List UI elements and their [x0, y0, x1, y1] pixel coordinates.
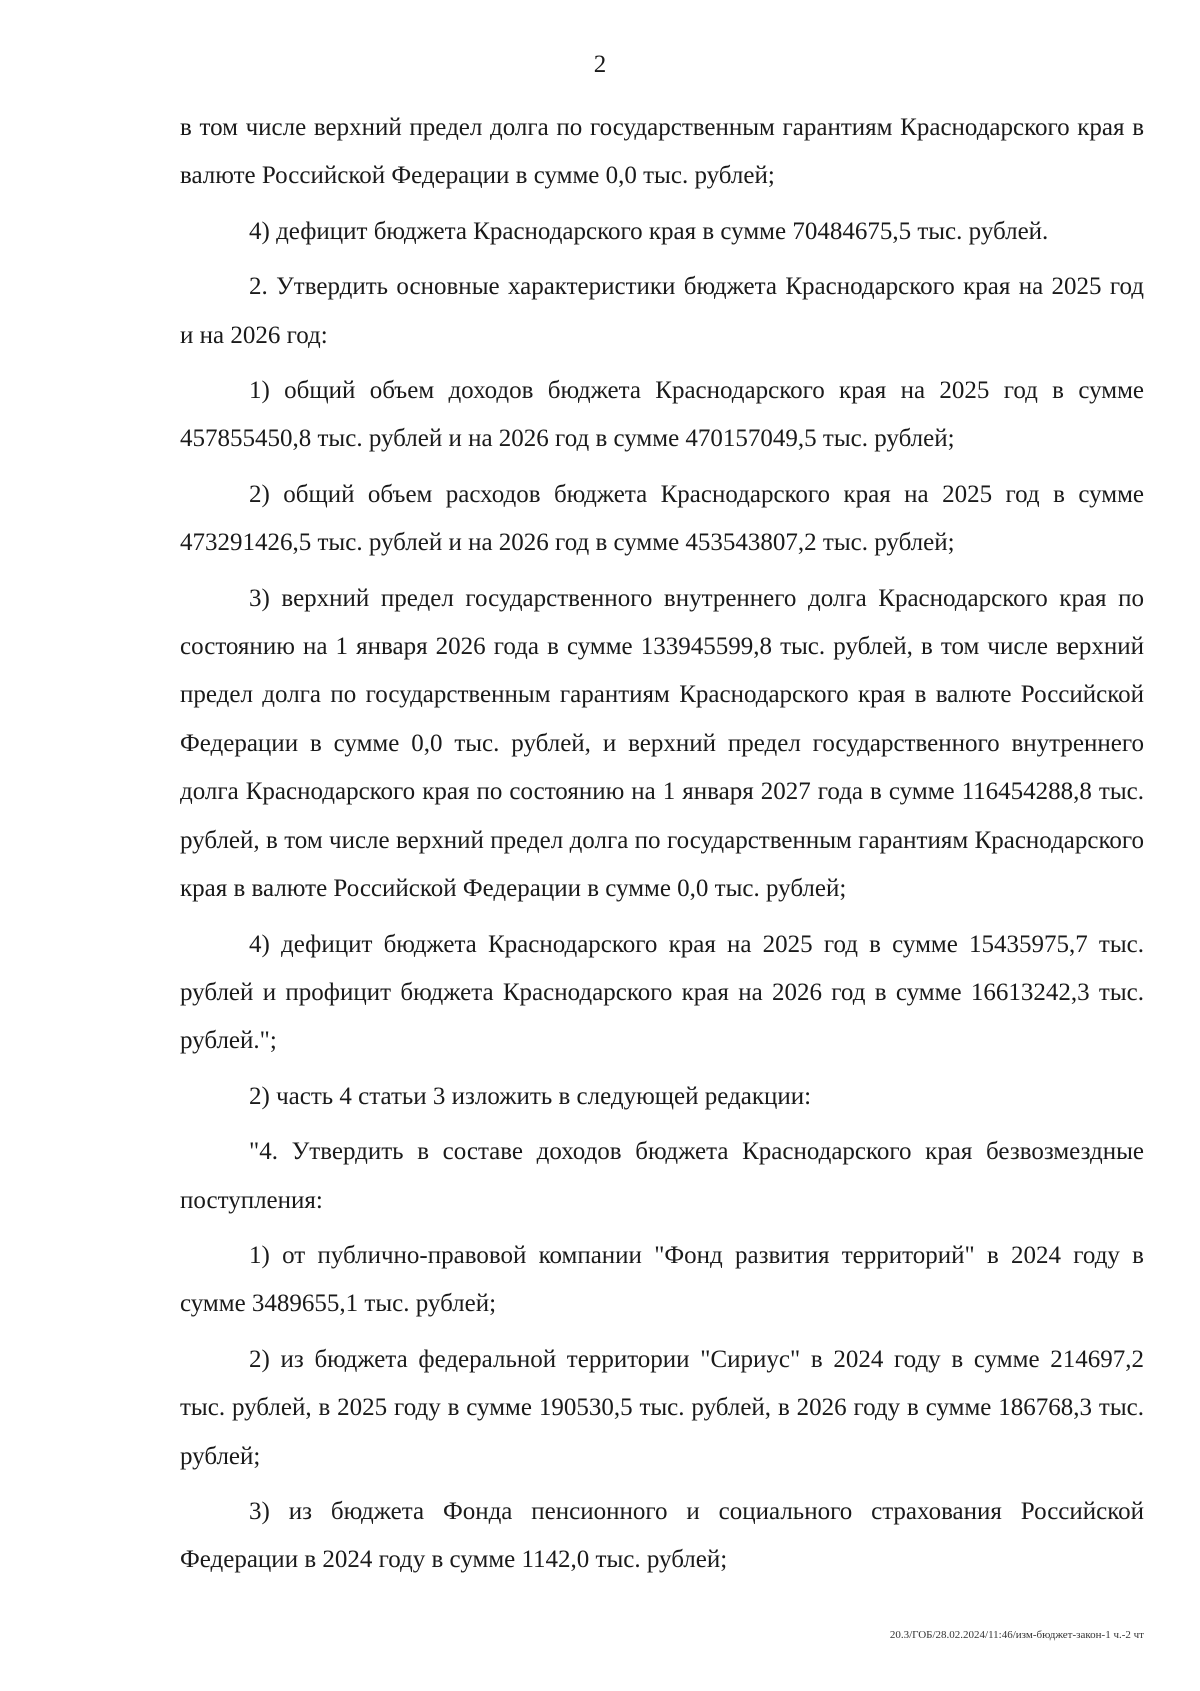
- paragraph-expense-total: 2) общий объем расходов бюджета Краснодарского края на 2025 год в сумме 473291426,5 тыс. рублей и на 2026 год в сумме 453543807,2 тыс. рублей;: [180, 480, 1144, 557]
- paragraph-territory-fund: 1) от публично-правовой компании "Фонд развития территорий" в 2024 году в сумме 3489655,1 тыс. рублей;: [180, 1241, 1144, 1318]
- paragraph-gratuitous-receipts: "4. Утвердить в составе доходов бюджета Краснодарского края безвозмездные поступления:: [180, 1138, 1144, 1214]
- paragraph-sirius-budget: 2) из бюджета федеральной территории "Сириус" в 2024 году в сумме 214697,2 тыс. рублей, в 2025 году в сумме 190530,5 тыс. рублей, в 2026 году в сумме 186768,3 тыс. рублей;: [180, 1345, 1144, 1470]
- paragraph-pension-fund: 3) из бюджета Фонда пенсионного и социального страхования Российской Федерации в 2024 году в сумме 1142,0 тыс. рублей;: [180, 1497, 1144, 1574]
- paragraph-deficit-2024: 4) дефицит бюджета Краснодарского края в сумме 70484675,5 тыс. рублей.: [249, 217, 1049, 245]
- paragraph-guarantee-limit-2024: в том числе верхний предел долга по государственным гарантиям Краснодарского края в валюте Российской Федерации в сумме 0,0 тыс. рублей;: [180, 114, 1144, 190]
- paragraph-debt-limit: 3) верхний предел государственного внутреннего долга Краснодарского края по состоянию на 1 января 2026 года в сумме 133945599,8 тыс. рублей, в том числе верхний предел долга по государственным гарантиям Краснодарского края в валюте Российской Федерации в сумме 0,0 тыс. рублей, и верхний предел государственного внутреннего долга Краснодарского края по состоянию на 1 января 2027 года в сумме 116454288,8 тыс. рублей, в том числе верхний предел долга по государственным гарантиям Краснодарского края в валюте Российской Федерации в сумме 0,0 тыс. рублей;: [180, 584, 1144, 903]
- paragraph-deficit-surplus: 4) дефицит бюджета Краснодарского края на 2025 год в сумме 15435975,7 тыс. рублей и профицит бюджета Краснодарского края на 2026 год в сумме 16613242,3 тыс. рублей.";: [180, 930, 1144, 1055]
- paragraph-revenue-total: 1) общий объем доходов бюджета Краснодарского края на 2025 год в сумме 457855450,8 тыс. рублей и на 2026 год в сумме 470157049,5 тыс. рублей;: [180, 377, 1144, 453]
- paragraph-article-3-part-4: 2) часть 4 статьи 3 изложить в следующей редакции:: [249, 1082, 812, 1110]
- paragraph-item-2-characteristics: 2. Утвердить основные характеристики бюджета Краснодарского края на 2025 год и на 2026 год:: [180, 273, 1144, 349]
- document-body: [180, 104, 1144, 1592]
- page-number: 2: [593, 51, 607, 78]
- document-footer-stamp: 20.3/ГОБ/28.02.2024/11:46/изм-бюджет-закон-1 ч.-2 чт: [889, 1629, 1144, 1641]
